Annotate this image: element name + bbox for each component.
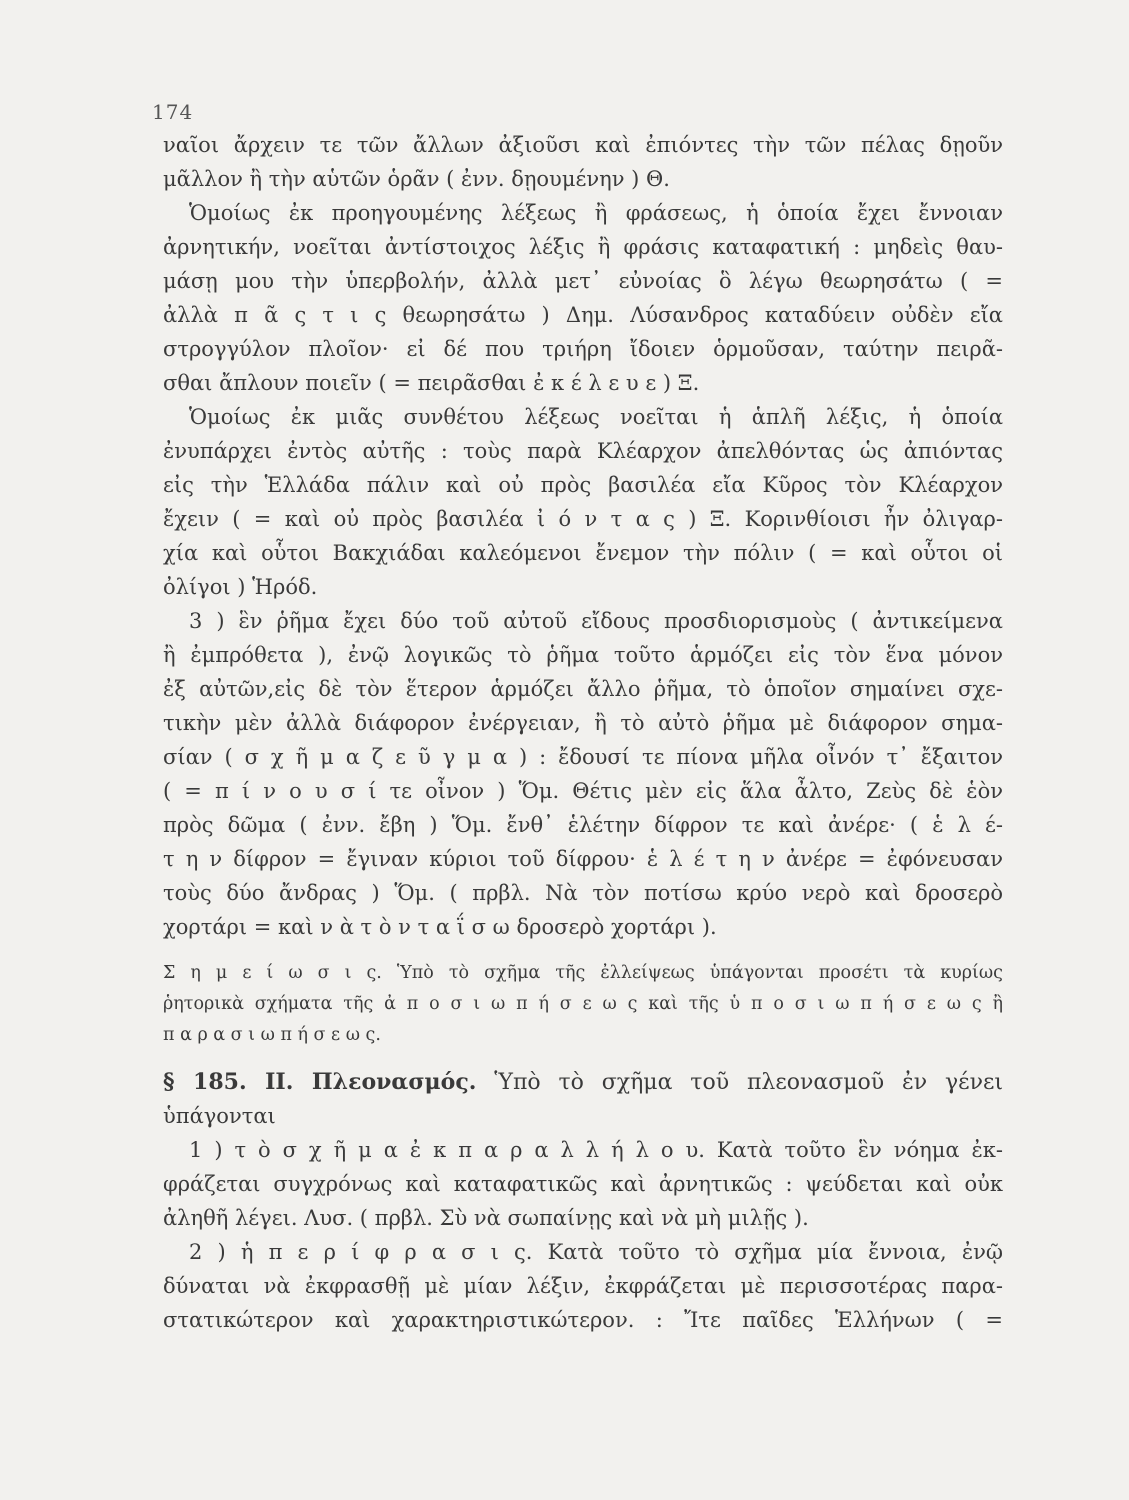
text-line: ἀληθῆ λέγει. Λυσ. ( πρβλ. Σὺ νὰ σωπαίνῃς καὶ νὰ μὴ μιλῇς ). xyxy=(163,1206,809,1230)
text-line: Ὁμοίως ἐκ προηγουμένης λέξεως ἢ φράσεως, ἡ ὁποία ἔχει ἔννοιαν xyxy=(189,201,1003,225)
text-line: ἢ ἐμπρόθετα ), ἐνῷ λογικῶς τὸ ῥῆμα τοῦτο ἁρμόζει εἰς τὸν ἕνα μόνον xyxy=(163,643,1003,667)
text-line: δύναται νὰ ἐκφρασθῇ μὲ μίαν λέξιν, ἐκφράζεται μὲ περισσοτέρας παρα- xyxy=(163,1274,1003,1298)
text-line: τ η ν δίφρον = ἔγιναν κύριοι τοῦ δίφρου· ἑ λ έ τ η ν ἀνέρε = ἐφόνευσαν xyxy=(163,847,1003,871)
text-line: χορτάρι = καὶ ν ὰ τ ὸ ν τ α ΐ σ ω δροσερὸ χορτάρι ). xyxy=(163,915,717,939)
text-line: μᾶλλον ἢ τὴν αὑτῶν ὁρᾶν ( ἐνν. δῃουμένην ) Θ. xyxy=(163,167,670,191)
note-line: π α ρ α σ ι ω π ή σ ε ω ς. xyxy=(163,1025,381,1045)
text-line: 3 ) ἓν ῥῆμα ἔχει δύο τοῦ αὐτοῦ εἴδους προσδιορισμοὺς ( ἀντικείμενα xyxy=(189,609,1003,633)
text-line: ἀλλὰ π ᾶ ς τ ι ς θεωρησάτω ) Δημ. Λύσανδρος καταδύειν οὐδὲν εἴα xyxy=(163,303,1003,327)
section-heading-text: Ὑπὸ τὸ σχῆμα τοῦ πλεονασμοῦ ἐν γένει xyxy=(494,1070,1003,1095)
text-line: ναῖοι ἄρχειν τε τῶν ἄλλων ἀξιοῦσι καὶ ἐπιόντες τὴν τῶν πέλας δῃοῦν xyxy=(163,133,1003,157)
text-line: χία καὶ οὗτοι Βακχιάδαι καλεόμενοι ἔνεμον τὴν πόλιν ( = καὶ οὗτοι οἱ xyxy=(163,541,1003,565)
text-line: σίαν ( σ χ ῆ μ α ζ ε ῦ γ μ α ) : ἔδουσί τε πίονα μῆλα οἶνόν τ᾿ ἔξαιτον xyxy=(163,745,1003,769)
body-text xyxy=(163,128,1003,1337)
text-line: ἐνυπάρχει ἐντὸς αὐτῆς : τοὺς παρὰ Κλέαρχον ἀπελθόντας ὡς ἀπιόντας xyxy=(163,439,1003,463)
text-line: σθαι ἄπλουν ποιεῖν ( = πειρᾶσθαι ἐ κ έ λ ε υ ε ) Ξ. xyxy=(163,371,700,395)
text-line: φράζεται συγχρόνως καὶ καταφατικῶς καὶ ἀρνητικῶς : ψεύδεται καὶ οὐκ xyxy=(163,1172,1003,1196)
text-line: Ὁμοίως ἐκ μιᾶς συνθέτου λέξεως νοεῖται ἡ ἁπλῆ λέξις, ἡ ὁποία xyxy=(189,405,1003,429)
note-line: ῥητορικὰ σχήματα τῆς ἀ π ο σ ι ω π ή σ ε ω ς καὶ τῆς ὑ π ο σ ι ω π ή σ ε ω ς ἢ xyxy=(163,994,1003,1014)
text-line: ἔχειν ( = καὶ οὐ πρὸς βασιλέα ἰ ό ν τ α ς ) Ξ. Κορινθίοισι ἦν ὀλιγαρ- xyxy=(163,507,1003,531)
page-number: 174 xyxy=(152,100,194,124)
note-line: Σ η μ ε ί ω σ ι ς. Ὑπὸ τὸ σχῆμα τῆς ἐλλείψεως ὑπάγονται προσέτι τὰ κυρίως xyxy=(163,963,1003,983)
text-line: ἐξ αὐτῶν,εἰς δὲ τὸν ἕτερον ἁρμόζει ἄλλο ῥῆμα, τὸ ὁποῖον σημαίνει σχε- xyxy=(163,677,1003,701)
section-number: § 185. ΙΙ. Πλεονασμός. xyxy=(163,1069,477,1095)
text-line: ὑπάγονται xyxy=(163,1104,276,1128)
text-line: τοὺς δύο ἄνδρας ) Ὅμ. ( πρβλ. Νὰ τὸν ποτίσω κρύο νερὸ καὶ δροσερὸ xyxy=(163,881,1003,905)
text-line: εἰς τὴν Ἑλλάδα πάλιν καὶ οὐ πρὸς βασιλέα εἴα Κῦρος τὸν Κλέαρχον xyxy=(163,473,1003,497)
text-line: ( = π ί ν ο υ σ ί τε οἶνον ) Ὅμ. Θέτις μὲν εἰς ἅλα ἆλτο, Ζεὺς δὲ ἑὸν xyxy=(163,779,1003,803)
text-line: ὀλίγοι ) Ἡρόδ. xyxy=(163,575,318,599)
text-line: μάσῃ μου τὴν ὑπερβολήν, ἀλλὰ μετ᾿ εὐνοίας ὃ λέγω θεωρησάτω ( = xyxy=(163,269,1003,293)
text-line: 1 ) τ ὸ σ χ ῆ μ α ἐ κ π α ρ α λ λ ή λ ο υ. Κατὰ τοῦτο ἓν νόημα ἐκ- xyxy=(189,1138,1003,1162)
text-line: 2 ) ἡ π ε ρ ί φ ρ α σ ι ς. Κατὰ τοῦτο τὸ σχῆμα μία ἔννοια, ἐνῷ xyxy=(189,1240,1003,1264)
text-line: ἀρνητικήν, νοεῖται ἀντίστοιχος λέξις ἢ φράσις καταφατική : μηδεὶς θαυ- xyxy=(163,235,1003,259)
text-line: πρὸς δῶμα ( ἐνν. ἔβη ) Ὅμ. ἔνθ᾿ ἑλέτην δίφρον τε καὶ ἀνέρε· ( ἑ λ έ- xyxy=(163,813,1003,837)
text-line: στρογγύλον πλοῖον· εἰ δέ που τριήρη ἴδοιεν ὁρμοῦσαν, ταύτην πειρᾶ- xyxy=(163,337,1003,361)
text-line: στατικώτερον καὶ χαρακτηριστικώτερον. : Ἴτε παῖδες Ἑλλήνων ( = xyxy=(163,1308,1003,1332)
text-line: τικὴν μὲν ἀλλὰ διάφορον ἐνέργειαν, ἢ τὸ αὐτὸ ῥῆμα μὲ διάφορον σημα- xyxy=(163,711,1003,735)
section-heading xyxy=(163,1065,1003,1099)
